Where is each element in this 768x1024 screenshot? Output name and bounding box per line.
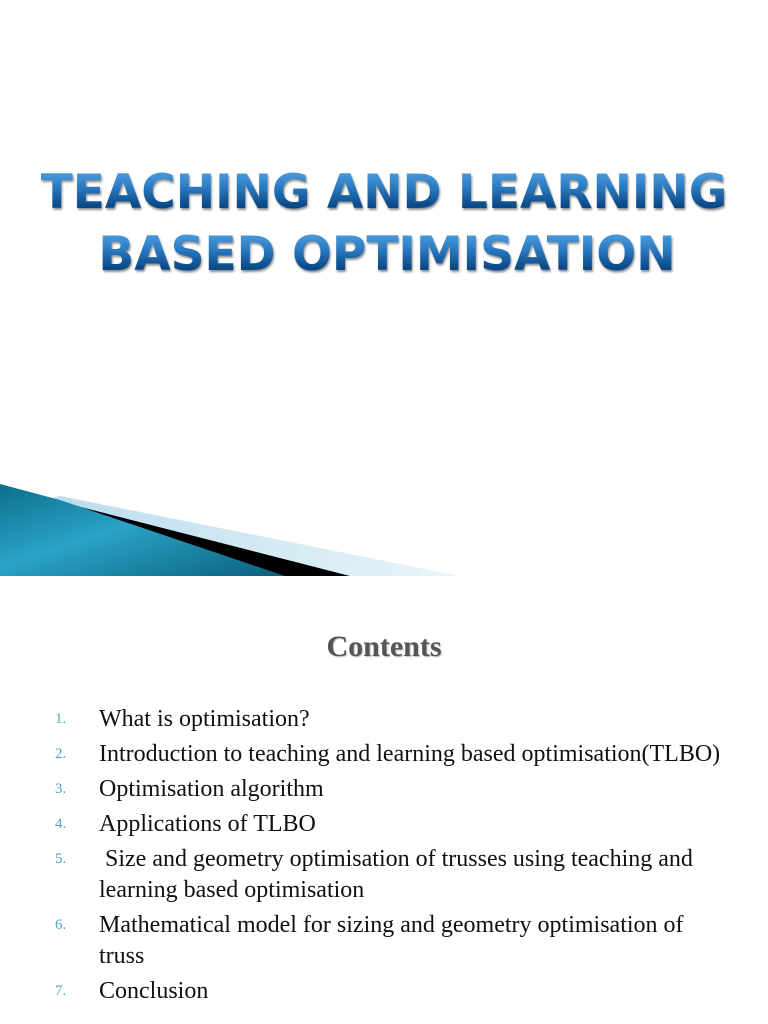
list-item	[0, 809, 768, 840]
list-item-text: Introduction to teaching and learning based optimisation(TLBO)	[99, 741, 721, 767]
contents-list	[0, 704, 768, 1011]
contents-heading: Contents	[326, 630, 442, 663]
list-item-text: Mathematical model for sizing and geometry optimisation of truss	[99, 912, 684, 969]
list-item	[0, 910, 768, 972]
list-item-number: 5.	[55, 851, 67, 867]
title-line-2: BASED OPTIMISATION	[0, 224, 768, 286]
list-item-number: 4.	[55, 816, 67, 832]
title-line-1: TEACHING AND LEARNING	[0, 162, 768, 224]
list-item	[0, 844, 768, 906]
list-item	[0, 976, 768, 1007]
slide-title	[0, 162, 768, 286]
list-item	[0, 774, 768, 805]
list-item-number: 2.	[55, 746, 67, 762]
list-item-number: 3.	[55, 781, 67, 797]
list-item	[0, 704, 768, 735]
swoosh-teal-band	[0, 484, 285, 576]
list-item-number: 7.	[55, 983, 67, 999]
list-item-text: Optimisation algorithm	[99, 776, 324, 802]
list-item-text: Size and geometry optimisation of trusses using teaching and learning based optimisation	[99, 846, 699, 903]
list-item-text: Applications of TLBO	[99, 811, 316, 837]
list-item-text: Conclusion	[99, 978, 209, 1004]
list-item-number: 1.	[55, 711, 67, 727]
list-item-number: 6.	[55, 917, 67, 933]
list-item	[0, 739, 768, 770]
decorative-swoosh	[0, 480, 460, 576]
list-item-text: What is optimisation?	[99, 706, 310, 732]
contents-slide	[0, 576, 768, 1024]
